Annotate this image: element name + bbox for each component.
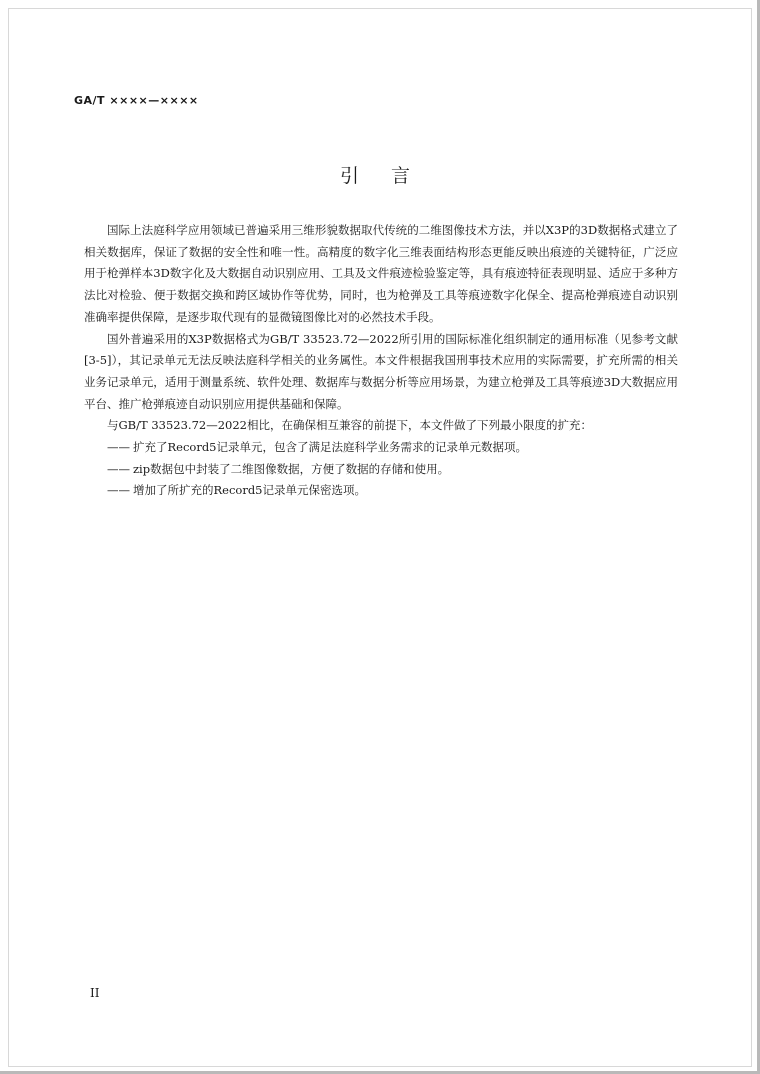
list-item xyxy=(84,459,678,481)
paragraph-2: 国外普遍采用的X3P数据格式为GB/T 33523.72—2022所引用的国际标准化组织制定的通用标准（见参考文献[3-5]），其记录单元无法反映法庭科学相关的业务属性。本文件根据我国刑事技术应用的实际需要，扩充所需的相关业务记录单元，适用于测量系统、软件处理、数据库与数据分析等应用场景，为建立枪弹及工具等痕迹3D大数据应用平台、推广枪弹痕迹自动识别应用提供基础和保障。 xyxy=(84,331,678,411)
page-number: II xyxy=(90,986,100,1000)
list-item-text: 扩充了Record5记录单元，包含了满足法庭科学业务需求的记录单元数据项。 xyxy=(133,440,528,455)
list-dash: —— xyxy=(107,483,130,498)
paragraph-3: 与GB/T 33523.72—2022相比，在确保相互兼容的前提下，本文件做了下列最小限度的扩充： xyxy=(107,418,592,433)
list-item-text: zip数据包中封装了二维图像数据，方便了数据的存储和使用。 xyxy=(133,461,450,476)
section-title: 引言 xyxy=(339,165,442,187)
list-dash: —— xyxy=(107,440,130,455)
body-text xyxy=(84,220,678,502)
paragraph-1: 国际上法庭科学应用领域已普遍采用三维形貌数据取代传统的二维图像技术方法，并以X3P的3D数据格式建立了相关数据库，保证了数据的安全性和唯一性。高精度的数字化三维表面结构形态更能反映出痕迹的关键特征，广泛应用于枪弹样本3D数字化及大数据自动识别应用、工具及文件痕迹检验鉴定等，具有痕迹特征表现明显、适应于多种方法比对检验、便于数据交换和跨区域协作等优势，同时，也为枪弹及工具等痕迹数字化保全、提高枪弹痕迹自动识别准确率提供保障，是逐步取代现有的显微镜图像比对的必然技术手段。 xyxy=(84,223,678,324)
list-item xyxy=(84,437,678,459)
list-item-text: 增加了所扩充的Record5记录单元保密选项。 xyxy=(133,483,367,498)
document-code: GA/T ××××—×××× xyxy=(74,94,199,107)
list-dash: —— xyxy=(107,461,130,476)
list-item xyxy=(84,480,678,502)
